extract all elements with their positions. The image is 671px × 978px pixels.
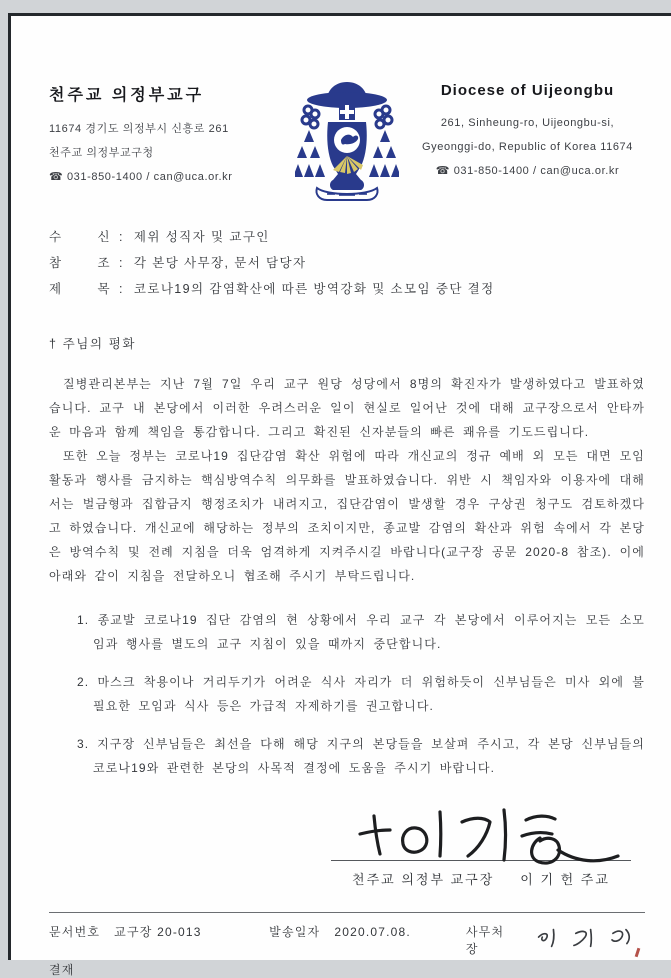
approval-label: 결재 xyxy=(49,963,75,977)
directive-item-2: 2. 마스크 착용이나 거리두기가 어려운 식사 자리가 더 위험하듯이 신부님들은 미사 외에 불필요한 모임과 식사 등은 가급적 자제하기를 권고합니다. xyxy=(77,675,645,713)
signature-block xyxy=(331,800,631,888)
recipient-row: 수 신 : 제위 성직자 및 교구인 xyxy=(49,224,645,250)
chancellor-sign-area: 사무처장 xyxy=(466,923,645,957)
body-paragraph-2: 또한 오늘 정부는 코로나19 집단감염 확산 위험에 따라 개신교의 정규 예배 외 모든 대면 모임 활동과 행사를 금지하는 핵심방역수칙 의무화를 발표하였습니다. 위반 시 책임자와 이용자에 대해서는 벌금형과 집합금지 행정조치가 내려지고, 집단감염이 발생할 경우 구상권 청구도 검토하겠다고 하였습니다. 개신교에 해당하는 정부의 조치이지만, 종교발 감염의 확산과 위험 속에서 각 본당은 방역수칙 및 전례 지침을 더욱 엄격하게 지켜주시길 바랍니다(교구장 공문 2020-8 참조). 이에 아래와 같이 지침을 전달하오니 협조해 주시기 부탁드립니다. xyxy=(49,449,645,583)
body-paragraph-1: 질병관리본부는 지난 7월 7일 우리 교구 원당 성당에서 8명의 확진자가 발생하였다고 발표하였습니다. 교구 내 본당에서 이러한 우려스러운 일이 현실로 일어난 것에 대해 교구장으로서 안타까운 마음과 함께 책임을 통감합니다. 그리고 확진된 신자분들의 빠른 쾌유를 기도드립니다. xyxy=(49,377,645,439)
subject-row: 제 목 : 코로나19의 감염확산에 따른 방역강화 및 소모임 중단 결정 xyxy=(49,276,645,302)
letterhead-korean xyxy=(49,72,284,189)
org-address-english-2: Gyeonggi-do, Republic of Korea 11674 xyxy=(422,141,633,153)
org-contact-korean: ☎ 031-850-1400 / can@uca.or.kr xyxy=(49,171,233,183)
org-contact-english: ☎ 031-850-1400 / can@uca.or.kr xyxy=(435,165,620,177)
letterhead xyxy=(49,72,645,202)
org-office-korean: 천주교 의정부교구청 xyxy=(49,147,154,159)
org-address-english-1: 261, Sinheung-ro, Uijeongbu-si, xyxy=(440,117,615,129)
recipient-label: 수 신 xyxy=(49,230,111,244)
signer-role: 천주교 의정부 교구장 xyxy=(352,872,495,887)
greeting-line: † 주님의 평화 xyxy=(49,337,137,351)
directive-item-3: 3. 지구장 신부님들은 최선을 다해 해당 지구의 본당들을 보살펴 주시고, 각 본당 신부님들의 코로나19와 관련한 본당의 사목적 결정에 도움을 주시기 바랍니다. xyxy=(77,737,645,775)
cc-label: 참 조 xyxy=(49,256,111,270)
send-date: 발송일자 2020.07.08. xyxy=(269,924,411,939)
directive-item-1: 1. 종교발 코로나19 집단 감염의 현 상황에서 우리 교구 각 본당에서 이루어지는 모든 소모임과 행사를 별도의 교구 지침이 있을 때까지 중단합니다. xyxy=(77,613,645,651)
recipient-value: 제위 성직자 및 교구인 xyxy=(133,230,270,244)
diocese-crest-icon xyxy=(295,74,399,202)
document-footer xyxy=(49,912,645,978)
document-meta xyxy=(49,224,645,302)
doc-number: 문서번호 교구장 20-013 xyxy=(49,925,202,939)
chancellor-handwritten-signature-icon xyxy=(533,925,645,951)
subject-value: 코로나19의 감염확산에 따른 방역강화 및 소모임 중단 결정 xyxy=(133,282,495,296)
signature-caption xyxy=(331,869,631,888)
signer-name: 이 기 헌 주교 xyxy=(520,872,610,887)
subject-label: 제 목 xyxy=(49,282,111,296)
directive-list xyxy=(49,608,645,780)
org-name-english: Diocese of Uijeongbu xyxy=(440,82,615,99)
cc-row: 참 조 : 각 본당 사무장, 문서 담당자 xyxy=(49,250,645,276)
org-address-korean: 11674 경기도 의정부시 신흥로 261 xyxy=(49,123,229,135)
bishop-handwritten-signature-icon xyxy=(336,800,626,866)
cc-value: 각 본당 사무장, 문서 담당자 xyxy=(133,256,307,270)
document-page xyxy=(8,13,671,977)
letterhead-english xyxy=(410,72,645,183)
org-name-korean: 천주교 의정부교구 xyxy=(49,87,205,104)
